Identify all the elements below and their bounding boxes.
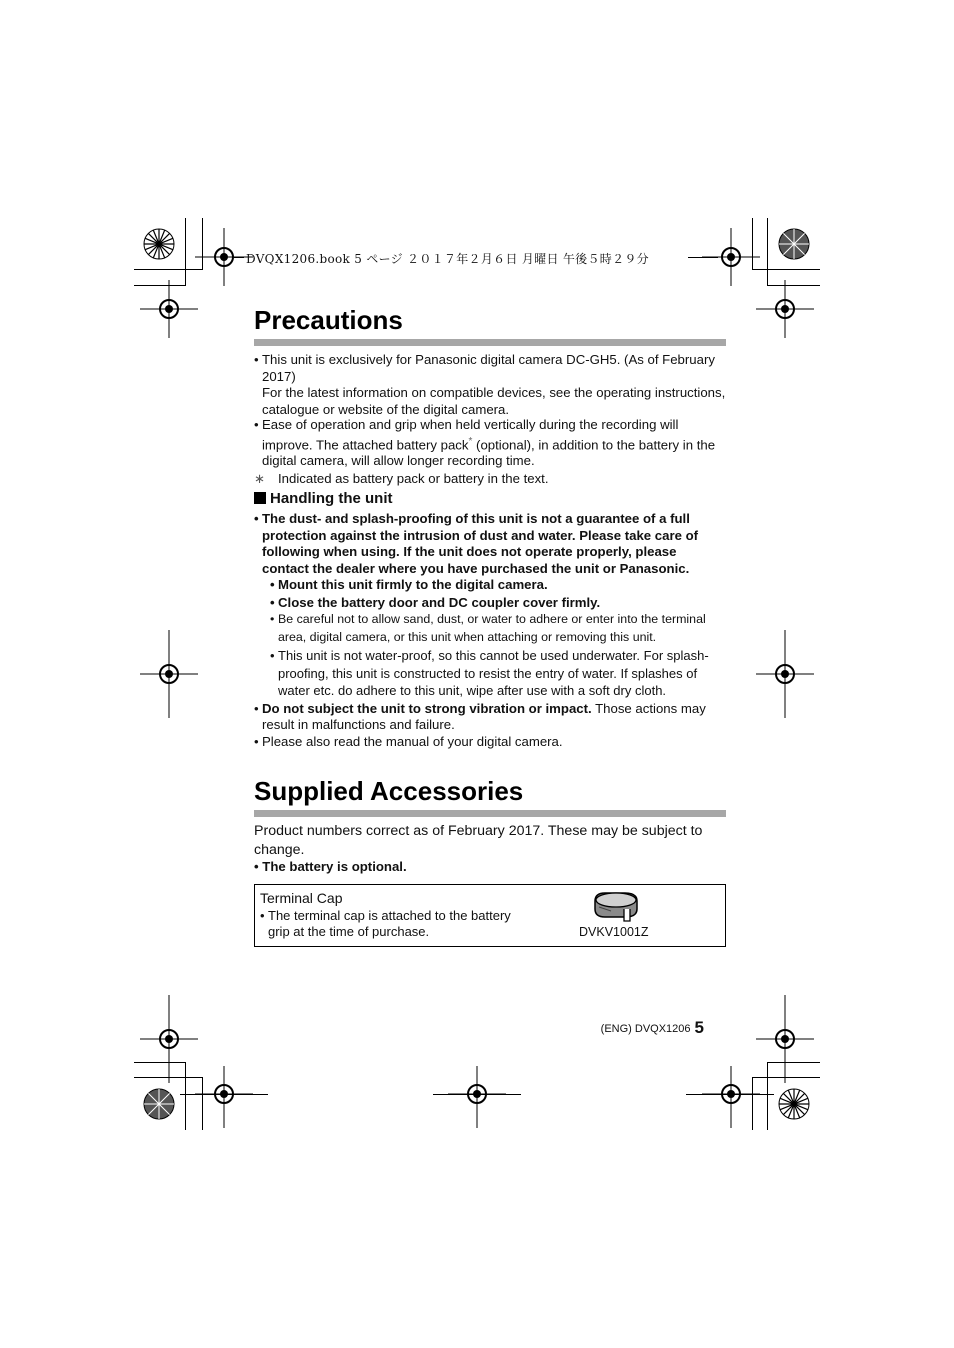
list-item xyxy=(254,734,726,751)
registration-mark-icon xyxy=(140,630,198,718)
list-item xyxy=(254,352,726,418)
battery-note xyxy=(254,859,726,876)
terminal-cap-icon xyxy=(591,889,641,923)
page-footer xyxy=(601,1018,704,1038)
registration-mark-icon xyxy=(702,228,760,286)
list-item xyxy=(254,701,726,734)
vibration-detail: Those actions may result in malfunctions and failure. xyxy=(262,700,706,732)
bullet: • xyxy=(254,511,259,526)
document-code: (ENG) DVQX1206 xyxy=(600,1023,691,1035)
bullet: • xyxy=(270,594,275,610)
accessories-title: Supplied Accessories xyxy=(254,776,524,806)
sub-list-item xyxy=(254,577,726,594)
accessory-note-text: The terminal cap is attached to the battery grip at the time of purchase. xyxy=(268,908,511,939)
sub-list-item xyxy=(254,611,726,646)
accessory-note xyxy=(260,908,518,940)
starburst-target-icon xyxy=(778,228,810,260)
bullet: • xyxy=(260,908,265,923)
vibration-warning: Do not subject the unit to strong vibration or impact. xyxy=(262,700,592,716)
handling-heading xyxy=(254,490,392,507)
sub-item-text: This unit is not water-proof, so this cannot be used underwater. For splash-proofing, this unit is constructed to resist the entry of water. If splashes of water etc. do adhere to this unit, wipe after use with a soft dry cloth. xyxy=(278,648,709,698)
sub-item-text: Mount this unit firmly to the digital camera. xyxy=(278,577,548,592)
registration-mark-icon xyxy=(702,1066,760,1128)
sub-list-item xyxy=(254,647,726,700)
precautions-list xyxy=(254,352,726,487)
handling-list xyxy=(254,511,726,750)
bullet: • xyxy=(270,612,275,626)
bullet: • xyxy=(254,352,259,367)
registration-mark-icon xyxy=(448,1066,506,1128)
precaution-text: (optional), in addition to the battery in the digital camera, will allow longer recording time. xyxy=(262,436,716,469)
page-number: 5 xyxy=(694,1018,704,1037)
precaution-text: Ease of operation and grip when held vertically during the recording will improve. The attached battery pack xyxy=(262,417,679,452)
starburst-target-icon xyxy=(778,1088,810,1120)
part-number: DVKV1001Z xyxy=(579,925,649,939)
precautions-title: Precautions xyxy=(254,305,403,335)
accessory-box xyxy=(254,884,726,947)
bullet: • xyxy=(270,648,275,663)
section-rule xyxy=(254,810,726,817)
print-header-info: DVQX1206.book 5 ページ ２０１７年２月６日 月曜日 午後５時２９分 xyxy=(246,252,649,266)
bullet: • xyxy=(254,700,259,716)
list-item xyxy=(254,511,726,577)
section-rule xyxy=(254,339,726,346)
bullet: • xyxy=(254,859,263,874)
registration-mark-icon xyxy=(756,280,814,338)
footnote-mark: ∗ xyxy=(254,470,266,486)
asterisk-mark: * xyxy=(468,435,473,447)
accessory-name: Terminal Cap xyxy=(260,890,343,906)
starburst-target-icon xyxy=(143,228,175,260)
manual-note: Please also read the manual of your digital camera. xyxy=(262,733,563,749)
starburst-target-icon xyxy=(143,1088,175,1120)
handling-intro: The dust- and splash-proofing of this unit is not a guarantee of a full protection against the intrusion of dust and water. Please take care of following when using. If the unit does not operate properly, please contact the dealer where you have purchased the unit or Panasonic. xyxy=(262,511,699,576)
battery-note-text: The battery is optional. xyxy=(262,859,407,874)
registration-mark-icon xyxy=(756,995,814,1083)
registration-mark-icon xyxy=(756,630,814,718)
sub-item-text: Be careful not to allow sand, dust, or water to adhere or enter into the terminal area, digital camera, or this unit when attaching or removing this unit. xyxy=(278,612,706,644)
precaution-text: This unit is exclusively for Panasonic digital camera DC-GH5. (As of February 2017) xyxy=(262,352,715,384)
footnote xyxy=(254,471,726,488)
handling-title: Handling the unit xyxy=(270,490,393,507)
list-item xyxy=(254,417,726,470)
footnote-text: Indicated as battery pack or battery in the text. xyxy=(278,470,549,486)
registration-mark-icon xyxy=(140,280,198,338)
sub-list-item xyxy=(254,595,726,612)
accessories-intro: Product numbers correct as of February 2017. These may be subject to change. xyxy=(254,823,703,858)
registration-mark-icon xyxy=(140,995,198,1083)
registration-mark-icon xyxy=(195,228,253,286)
bullet: • xyxy=(254,733,259,749)
square-bullet-icon xyxy=(254,492,266,504)
bullet: • xyxy=(254,417,259,432)
registration-mark-icon xyxy=(195,1066,253,1128)
sub-item-text: Close the battery door and DC coupler cover firmly. xyxy=(278,594,601,610)
precaution-text: For the latest information on compatible devices, see the operating instructions, catalogue or website of the digital camera. xyxy=(262,385,726,417)
bullet: • xyxy=(270,577,275,592)
